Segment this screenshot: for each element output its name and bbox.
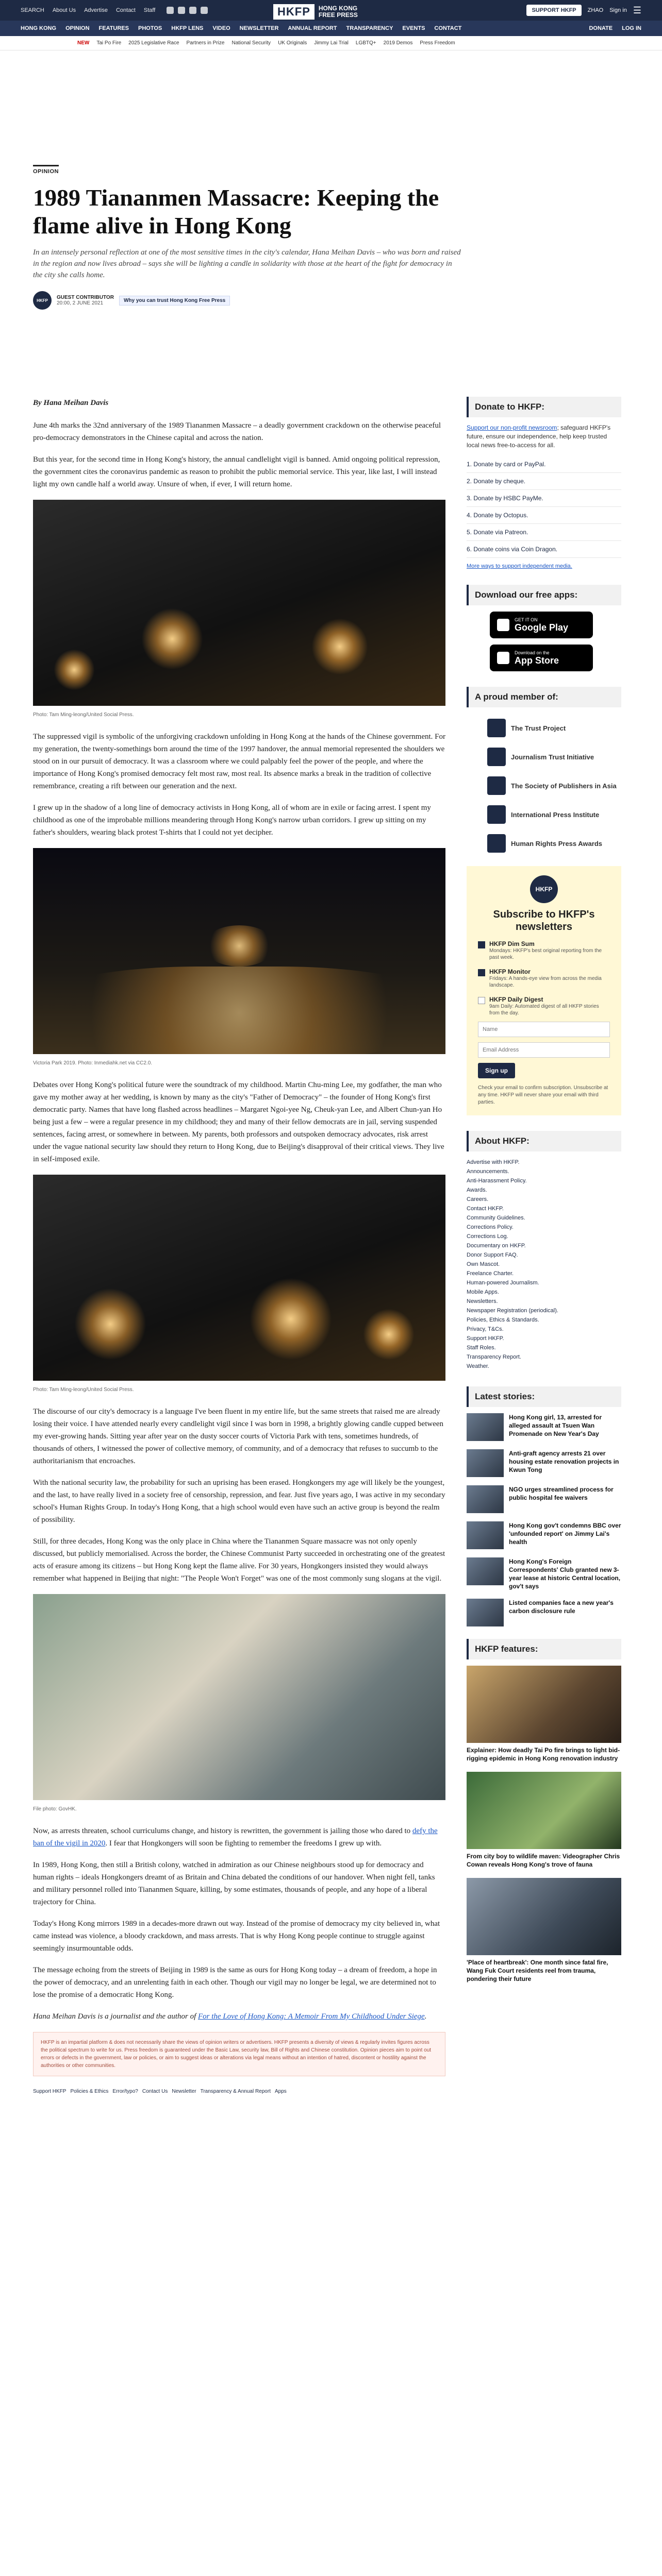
ticker-item[interactable]: Jimmy Lai Trial xyxy=(314,40,349,46)
bottom-link[interactable]: Policies & Ethics xyxy=(70,2089,109,2094)
nav-hkfp-lens[interactable]: HKFP LENS xyxy=(171,25,204,31)
member-logo[interactable]: International Press Institute xyxy=(467,800,621,829)
newsletter-option[interactable]: HKFP Monitor Fridays: A hands-eye view from across the media landscape. xyxy=(478,968,610,989)
nav-right xyxy=(589,25,641,31)
vigil-photo-2 xyxy=(33,1175,445,1381)
trust-project-icon xyxy=(487,719,506,737)
nav-transparency[interactable]: TRANSPARENCY xyxy=(346,25,393,31)
about-link[interactable]: About Us xyxy=(52,7,76,13)
nav-hong-kong[interactable]: HONG KONG xyxy=(21,25,57,31)
newsletter-option[interactable]: HKFP Dim Sum Mondays: HKFP's best original reporting from the past week. xyxy=(478,940,610,961)
app-store-button[interactable]: Download on the App Store xyxy=(490,645,593,671)
nav-video[interactable]: VIDEO xyxy=(212,25,230,31)
paragraph: Now, as arrests threaten, school curriculums change, and history is rewritten, the government is jailing those who dared to defy the ban of the vigil in 2020. I fear that Hongkongers will soon be fighting to remember the freedoms I grew up with. xyxy=(33,1827,438,1848)
ticker-item[interactable]: Partners in Prize xyxy=(186,40,225,46)
logo-text: HONG KONG FREE PRESS xyxy=(318,5,358,19)
main-nav xyxy=(0,21,662,36)
about-item[interactable]: Newsletters. xyxy=(467,1298,498,1304)
donate-option[interactable]: 6. Donate coins via Coin Dragon. xyxy=(467,541,621,558)
ticker-item[interactable]: Press Freedom xyxy=(420,40,455,46)
member-title: A proud member of: xyxy=(467,687,621,707)
ticker-new-badge: NEW xyxy=(77,40,90,46)
twitter-icon[interactable] xyxy=(178,7,185,14)
donate-title: Donate to HKFP: xyxy=(467,397,621,417)
ticker-item[interactable]: 2019 Demos xyxy=(383,40,413,46)
email-input[interactable] xyxy=(478,1042,610,1058)
paragraph: The message echoing from the streets of Beijing in 1989 is the same as ours for Hong Kong today – a dream of freedom, a hope in the power of democracy, and an unrelenting faith in each other. Though our vigil may no longer be legal, we are determined not to lose the promise of a democratic Hong Kong. xyxy=(33,1966,437,1999)
donate-option[interactable]: 5. Donate via Patreon. xyxy=(467,524,621,541)
paragraph: But this year, for the second time in Hong Kong's history, the annual candlelight vigil is banned. Amid ongoing political repression, the government cites the coronavirus pandemic as reason to prohibit the public memorial service. This year, like last, I will instead light my own candle half a world away. Unsure of when, if ever, I will return home. xyxy=(33,455,440,488)
donate-link[interactable]: Support our non-profit newsroom xyxy=(467,424,557,431)
bottom-link[interactable]: Apps xyxy=(274,2089,287,2094)
instagram-icon[interactable] xyxy=(189,7,196,14)
vigil-photo-1 xyxy=(33,500,445,706)
story-thumbnail xyxy=(467,1449,504,1477)
about-list xyxy=(467,1158,621,1371)
paragraph: The discourse of our city's democracy is a language I've been fluent in my entire life, but the same streets that raised me are already losing their voice. I have attended nearly every candlelight vigil since I was born in 1998, a brightly glowing candle cupped between my ever-growing hands. Sitting year after year on the dusty soccer courts of Victoria Park with tens, sometimes hundreds, of thousands of others, I witnessed the power of collective memory, of community, and of a democracy that refuses to succumb to the authoritarianism that encroaches. xyxy=(33,1408,444,1465)
sopa-icon xyxy=(487,776,506,795)
ticker-item[interactable]: National Security xyxy=(231,40,271,46)
byline xyxy=(33,291,466,310)
newsletter-box xyxy=(467,866,621,1115)
about-item[interactable]: Documentary on HKFP. xyxy=(467,1243,526,1249)
nav-newsletter[interactable]: NEWSLETTER xyxy=(239,25,279,31)
article-body xyxy=(33,397,445,2098)
feature-story[interactable]: Explainer: How deadly Tai Po fire brings to light bid-rigging epidemic in Hong Kong renovation industry xyxy=(467,1666,621,1762)
sign-in-link[interactable]: Sign in xyxy=(609,7,627,13)
author-bio: Hana Meihan Davis is a journalist and the author of For the Love of Hong Kong: A Memoir From My Childhood Under Siege. xyxy=(33,2012,427,2021)
checkbox[interactable] xyxy=(478,941,485,948)
member-logo[interactable]: Journalism Trust Initiative xyxy=(467,742,621,771)
feature-image xyxy=(467,1666,621,1743)
section-tag[interactable]: OPINION xyxy=(33,165,59,175)
about-item[interactable]: Careers. xyxy=(467,1196,489,1202)
latest-story[interactable]: Hong Kong gov't condemns BBC over 'unfounded report' on Jimmy Lai's health xyxy=(467,1521,621,1549)
support-hkfp-button[interactable]: SUPPORT HKFP xyxy=(526,5,581,16)
ticker-item[interactable]: 2025 Legislative Race xyxy=(128,40,179,46)
about-item[interactable]: Corrections Log. xyxy=(467,1233,508,1240)
about-item[interactable]: Awards. xyxy=(467,1187,487,1193)
site-logo[interactable] xyxy=(273,4,358,20)
nav-log-in[interactable]: LOG IN xyxy=(622,25,641,31)
google-play-button[interactable]: GET IT ON Google Play xyxy=(490,612,593,638)
about-item[interactable]: Corrections Policy. xyxy=(467,1224,514,1230)
photo-caption: File photo: GovHK. xyxy=(33,1806,77,1812)
editorial-disclaimer: HKFP is an impartial platform & does not necessarily share the views of opinion writers or advertisers. HKFP presents a diversity of views & regularly invites figures across the political spectrum to write for us. Press freedom is guaranteed under the Basic Law, security law, Bill of Rights and Chinese constitution. Opinion pieces aim to point out errors or defects in the government, law or policies, or aim to suggest ideas or alterations via legal means without an intention of hatred, discontent or hostility against the authorities or other communities. xyxy=(33,2032,445,2076)
advertise-link[interactable]: Advertise xyxy=(84,7,108,13)
latest-story[interactable]: Anti-graft agency arrests 21 over housing estate renovation projects in Kwun Tong xyxy=(467,1449,621,1477)
about-item[interactable]: Community Guidelines. xyxy=(467,1215,525,1221)
nav-photos[interactable]: PHOTOS xyxy=(138,25,162,31)
signup-button[interactable]: Sign up xyxy=(478,1063,515,1078)
latest-title: Latest stories: xyxy=(467,1386,621,1407)
bottom-link[interactable]: Newsletter xyxy=(172,2089,196,2094)
ticker-item[interactable]: Tai Po Fire xyxy=(96,40,122,46)
paragraph: In 1989, Hong Kong, then still a British colony, watched in admiration as our Chinese neighbours stood up for democracy and human rights – ideals Hongkongers dreamt of as Britain and China debated the conditions of our handover. When night fell, tanks and military personnel rolled into Tiananmen Square, killing, by some estimates, thousands of people, and any hope of a liberal trajectory for China. xyxy=(33,1861,435,1906)
story-thumbnail xyxy=(467,1557,504,1585)
about-item[interactable]: Policies, Ethics & Standards. xyxy=(467,1317,539,1323)
about-item[interactable]: Donor Support FAQ. xyxy=(467,1252,518,1258)
about-title: About HKFP: xyxy=(467,1131,621,1151)
author-avatar: HKFP xyxy=(33,291,52,310)
apple-icon xyxy=(497,652,509,664)
latest-story[interactable]: NGO urges streamlined process for public hospital fee waivers xyxy=(467,1485,621,1513)
about-item[interactable]: Support HKFP. xyxy=(467,1335,504,1342)
photo-caption: Photo: Tam Ming-leong/United Social Press. xyxy=(33,712,134,718)
article-title: 1989 Tiananmen Massacre: Keeping the flame alive in Hong Kong xyxy=(33,184,439,239)
donate-option[interactable]: 1. Donate by card or PayPal. xyxy=(467,456,621,473)
bottom-link[interactable]: Transparency & Annual Report xyxy=(200,2089,271,2094)
feature-image xyxy=(467,1772,621,1849)
nav-contact[interactable]: CONTACT xyxy=(434,25,462,31)
about-item[interactable]: Privacy, T&Cs. xyxy=(467,1326,504,1332)
victoria-park-photo xyxy=(33,848,445,1054)
paragraph: June 4th marks the 32nd anniversary of the 1989 Tiananmen Massacre – a deadly government crackdown on the otherwise peaceful pro-democracy demonstrators in the Chinese capital and across the nation. xyxy=(33,421,441,442)
about-item[interactable]: Staff Roles. xyxy=(467,1345,496,1351)
paragraph: The suppressed vigil is symbolic of the unforgiving crackdown unfolding in Hong Kong at the hands of the Chinese government. For my generation, the twenty-somethings born around the time of the 1997 handover, the annual memorial represented the shoulders we stood on in our pursuit of democracy. It was a classroom where we could palpably feel the power of the people, and where the importance of Hong Kong's promised democracy felt most raw, most real. Its absence marks a break in the tradition of collective remembrance, creating a rift between our generation and the next. xyxy=(33,733,446,790)
about-item[interactable]: Own Mascot. xyxy=(467,1261,500,1267)
features-title: HKFP features: xyxy=(467,1639,621,1659)
paragraph: Debates over Hong Kong's political future were the soundtrack of my childhood. Martin Chu-ming Lee, my godfather, the man who gave my mother away at her wedding, is known by many as the city's "Father of Democracy" – the founder of Hong Kong's first democratic party. Names that have long flashed across headlines – Margaret Ngoi-yee Ng, Cheuk-yan Lee, and Albert Chun-yan Ho being just a few – were a regular presence in my childhood; they and many of their fellow democrats are in jail, serving suspended sentences, facing arrest, or somewhere in between. My parents, both professors and outspoken democracy advocates, risk arrest under the vague national security law should they return to Hong Kong, due to Beijing's disapproval of their critical views. They live in self-imposed exile. xyxy=(33,1081,444,1163)
about-item[interactable]: Human-powered Journalism. xyxy=(467,1280,539,1286)
latest-story[interactable]: Listed companies face a new year's carbon disclosure rule xyxy=(467,1599,621,1626)
youtube-icon[interactable] xyxy=(201,7,208,14)
photo-caption: Victoria Park 2019. Photo: Inmediahk.net via CC2.0. xyxy=(33,1060,153,1066)
menu-icon[interactable]: ☰ xyxy=(633,5,641,15)
about-item[interactable]: Transparency Report. xyxy=(467,1354,521,1360)
publish-date: 20:00, 2 JUNE 2021 xyxy=(57,300,104,306)
ticker-item[interactable]: LGBTQ+ xyxy=(355,40,376,46)
about-item[interactable]: Announcements. xyxy=(467,1168,509,1175)
story-thumbnail xyxy=(467,1599,504,1626)
donate-option[interactable]: 3. Donate by HSBC PayMe. xyxy=(467,490,621,507)
nav-annual-report[interactable]: ANNUAL REPORT xyxy=(288,25,337,31)
about-item[interactable]: Anti-Harassment Policy. xyxy=(467,1178,527,1184)
bottom-link[interactable]: Contact Us xyxy=(142,2089,168,2094)
checkbox[interactable] xyxy=(478,969,485,976)
story-thumbnail xyxy=(467,1413,504,1441)
member-logo[interactable]: Human Rights Press Awards xyxy=(467,829,621,858)
ipi-icon xyxy=(487,805,506,824)
feature-image xyxy=(467,1878,621,1955)
donate-option[interactable]: 2. Donate by cheque. xyxy=(467,473,621,490)
bottom-link[interactable]: Support HKFP xyxy=(33,2089,67,2094)
about-item[interactable]: Weather. xyxy=(467,1363,489,1369)
member-logo[interactable]: The Society of Publishers in Asia xyxy=(467,771,621,800)
nav-features[interactable]: FEATURES xyxy=(98,25,129,31)
paragraph: Still, for three decades, Hong Kong was the only place in China where the Tiananmen Square massacre was not only openly discussed, but publicly memorialised. Across the border, the Chinese Communist Party succeeded in orchestrating one of the greatest acts of erasure among its citizens – but Hong Kong kept the flame alive. For 30 years, Hongkongers insisted they would always remember what happened in Beijing that night: "The People Won't Forget" was one of the most commonly sung slogans at the vigil. xyxy=(33,1537,445,1583)
about-item[interactable]: Freelance Charter. xyxy=(467,1270,514,1277)
member-logo[interactable]: The Trust Project xyxy=(467,714,621,742)
logo-mark: HKFP xyxy=(273,4,315,20)
nav-events[interactable]: EVENTS xyxy=(402,25,425,31)
photo-caption: Photo: Tam Ming-leong/United Social Press. xyxy=(33,1387,134,1393)
latest-story[interactable]: Hong Kong's Foreign Correspondents' Club granted new 3-year lease at historic Central location, gov't says xyxy=(467,1557,621,1590)
story-thumbnail xyxy=(467,1485,504,1513)
ticker-item[interactable]: UK Originals xyxy=(278,40,307,46)
byline-text xyxy=(57,295,114,306)
lang-switch[interactable]: ZHAO xyxy=(587,7,604,13)
feature-story[interactable]: 'Place of heartbreak': One month since fatal fire, Wang Fuk Court residents reel from trauma, pondering their future xyxy=(467,1878,621,1983)
newsletter-title: Subscribe to HKFP's newsletters xyxy=(493,909,595,933)
search-link[interactable]: SEARCH xyxy=(21,7,44,13)
national-security-photo xyxy=(33,1594,445,1800)
article-bottom-links xyxy=(33,2086,445,2098)
about-item[interactable]: Newspaper Registration (periodical). xyxy=(467,1308,558,1314)
topic-ticker xyxy=(0,36,662,50)
article-subtitle: In an intensely personal reflection at one of the most sensitive times in the city's calendar, Hana Meihan Davis – who was born and raised in the region and now lives abroad – says she will be lighting a candle in solidarity with those at the heart of the fight for democracy in the city she calls home. xyxy=(33,248,461,279)
latest-story[interactable]: Hong Kong girl, 13, arrested for alleged assault at Tsuen Wan Promenade on New Year's Day xyxy=(467,1413,621,1441)
donate-text: Support our non-profit newsroom; safeguard HKFP's future, ensure our independence, help keep trusted local news free-to-access for all. xyxy=(467,424,611,449)
more-ways-link[interactable]: More ways to support independent media. xyxy=(467,563,572,569)
facebook-icon[interactable] xyxy=(167,7,174,14)
sidebar xyxy=(467,397,621,1992)
about-item[interactable]: Mobile Apps. xyxy=(467,1289,499,1295)
newsletter-logo: HKFP xyxy=(530,875,558,903)
nav-donate[interactable]: DONATE xyxy=(589,25,613,31)
donate-options xyxy=(467,456,621,558)
staff-link[interactable]: Staff xyxy=(143,7,156,13)
bottom-link[interactable]: Error/typo? xyxy=(112,2089,138,2094)
vigil-ban-link[interactable]: defy the ban of the vigil in 2020 xyxy=(33,1827,438,1848)
memoir-link[interactable]: For the Love of Hong Kong: A Memoir From My Childhood Under Siege xyxy=(198,2012,425,2021)
social-icons xyxy=(167,7,208,14)
newsletter-option[interactable]: HKFP Daily Digest 9am Daily: Automated digest of all HKFP stories from the day. xyxy=(478,996,610,1016)
nav-opinion[interactable]: OPINION xyxy=(65,25,90,31)
contact-link[interactable]: Contact xyxy=(115,7,136,13)
author-line: By Hana Meihan Davis xyxy=(33,399,109,407)
donate-option[interactable]: 4. Donate by Octopus. xyxy=(467,507,621,524)
article-header xyxy=(33,165,466,310)
author-name[interactable]: GUEST CONTRIBUTOR xyxy=(57,295,114,300)
feature-story[interactable]: From city boy to wildlife maven: Videographer Chris Cowan reveals Hong Kong's trove of fauna xyxy=(467,1772,621,1869)
paragraph: Today's Hong Kong mirrors 1989 in a decades-more drawn out way. Instead of the promise of democracy my city believed in, what came instead was violence, a bloody crackdown, and mass arrests. That is why Hong Kong people continue to struggle against seemingly insurmountable odds. xyxy=(33,1920,440,1953)
paragraph: With the national security law, the probability for such an uprising has been erased. Hongkongers my age will likely be the youngest, and the last, to have really lived in a society free of censorship, repression, and fear. Just five years ago, I was active in my secondary school's Human Rights Group. In today's Hong Kong, that a high school would even have such an active group is beyond the realm of possibility. xyxy=(33,1479,445,1524)
hrpa-icon xyxy=(487,834,506,853)
jti-icon xyxy=(487,748,506,766)
apps-title: Download our free apps: xyxy=(467,585,621,605)
about-item[interactable]: Contact HKFP. xyxy=(467,1206,504,1212)
top-right xyxy=(526,5,641,16)
about-item[interactable]: Advertise with HKFP. xyxy=(467,1159,520,1165)
google-play-icon xyxy=(497,619,509,631)
checkbox[interactable] xyxy=(478,997,485,1004)
newsletter-note: Check your email to confirm subscription. Unsubscribe at any time. HKFP will never share your email with third parties. xyxy=(478,1085,608,1105)
trust-link[interactable]: Why you can trust Hong Kong Free Press xyxy=(119,296,230,306)
name-input[interactable] xyxy=(478,1022,610,1037)
story-thumbnail xyxy=(467,1521,504,1549)
paragraph: I grew up in the shadow of a long line of democracy activists in Hong Kong, all of whom are in exile or facing arrest. I spent my childhood as one of the improbable millions meandering through Hong Kong's narrow urban corridors. I grew up sitting on my father's shoulders, wearing black protest T-shirts that I could not yet decipher. xyxy=(33,804,431,837)
